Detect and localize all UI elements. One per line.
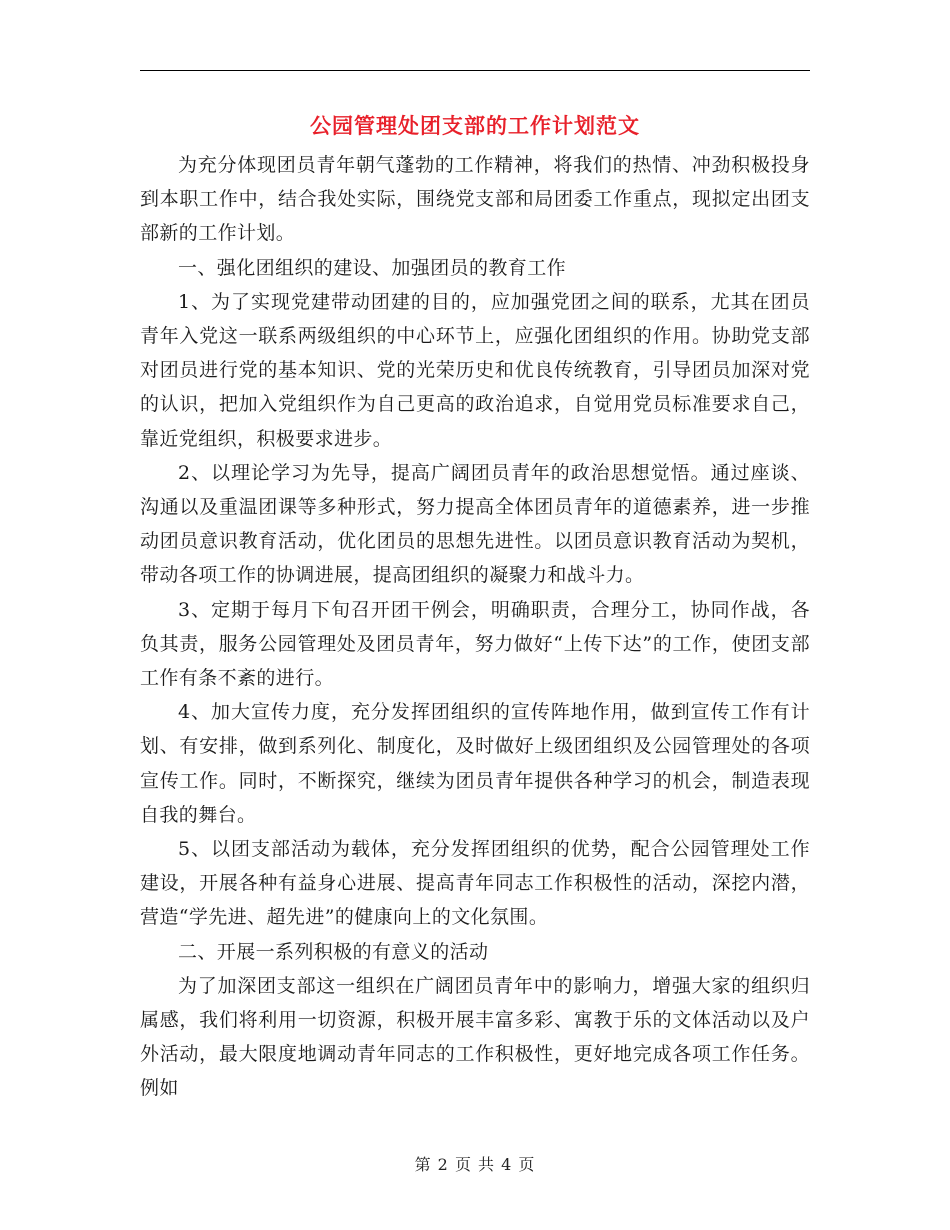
activities-paragraph: 为了加深团支部这一组织在广阔团员青年中的影响力，增强大家的组织归属感，我们将利用一切资源，积极开展丰富多彩、寓教于乐的文体活动以及户外活动，最大限度地调动青年同志的工作积极性，更好地完成各项工作任务。例如 — [140, 974, 810, 1100]
intro-paragraph: 为充分体现团员青年朝气蓬勃的工作精神，将我们的热情、冲劲积极投身到本职工作中，结合我处实际，围绕党支部和局团委工作重点，现拟定出团支部新的工作计划。 — [140, 154, 810, 245]
item-paragraph-5: 5、以团支部活动为载体，充分发挥团组织的优势，配合公园管理处工作建设，开展各种有益身心进展、提高青年同志工作积极性的活动，深挖内潜，营造“学先进、超先进”的健康向上的文化氛围。 — [140, 838, 810, 929]
item-paragraph-2: 2、以理论学习为先导，提高广阔团员青年的政治思想觉悟。通过座谈、沟通以及重温团课等多种形式，努力提高全体团员青年的道德素养，进一步推动团员意识教育活动，优化团员的思想先进性。以团员意识教育活动为契机，带动各项工作的协调进展，提高团组织的凝聚力和战斗力。 — [140, 461, 810, 587]
item-paragraph-3: 3、定期于每月下旬召开团干例会，明确职责，合理分工，协同作战，各负其责，服务公园管理处及团员青年，努力做好“上传下达”的工作，使团支部工作有条不紊的进行。 — [140, 598, 810, 690]
header-rule — [140, 70, 810, 71]
document-body — [140, 148, 810, 1106]
section-heading-1: 一、强化团组织的建设、加强团员的教育工作 — [178, 256, 567, 279]
page-number-footer: 第 2 页 共 4 页 — [414, 1155, 536, 1174]
document-title: 公园管理处团支部的工作计划范文 — [310, 113, 640, 138]
item-paragraph-1: 1、为了实现党建带动团建的目的，应加强党团之间的联系，尤其在团员青年入党这一联系两级组织的中心环节上，应强化团组织的作用。协助党支部对团员进行党的基本知识、党的光荣历史和优良传统教育，引导团员加深对党的认识，把加入党组织作为自己更高的政治追求，自觉用党员标准要求自己，靠近党组织，积极要求进步。 — [140, 290, 810, 450]
item-paragraph-4: 4、加大宣传力度，充分发挥团组织的宣传阵地作用，做到宣传工作有计划、有安排，做到系列化、制度化，及时做好上级团组织及公园管理处的各项宣传工作。同时，不断探究，继续为团员青年提供各种学习的机会，制造表现自我的舞台。 — [140, 701, 810, 826]
section-heading-2: 二、开展一系列积极的有意义的活动 — [178, 940, 489, 963]
